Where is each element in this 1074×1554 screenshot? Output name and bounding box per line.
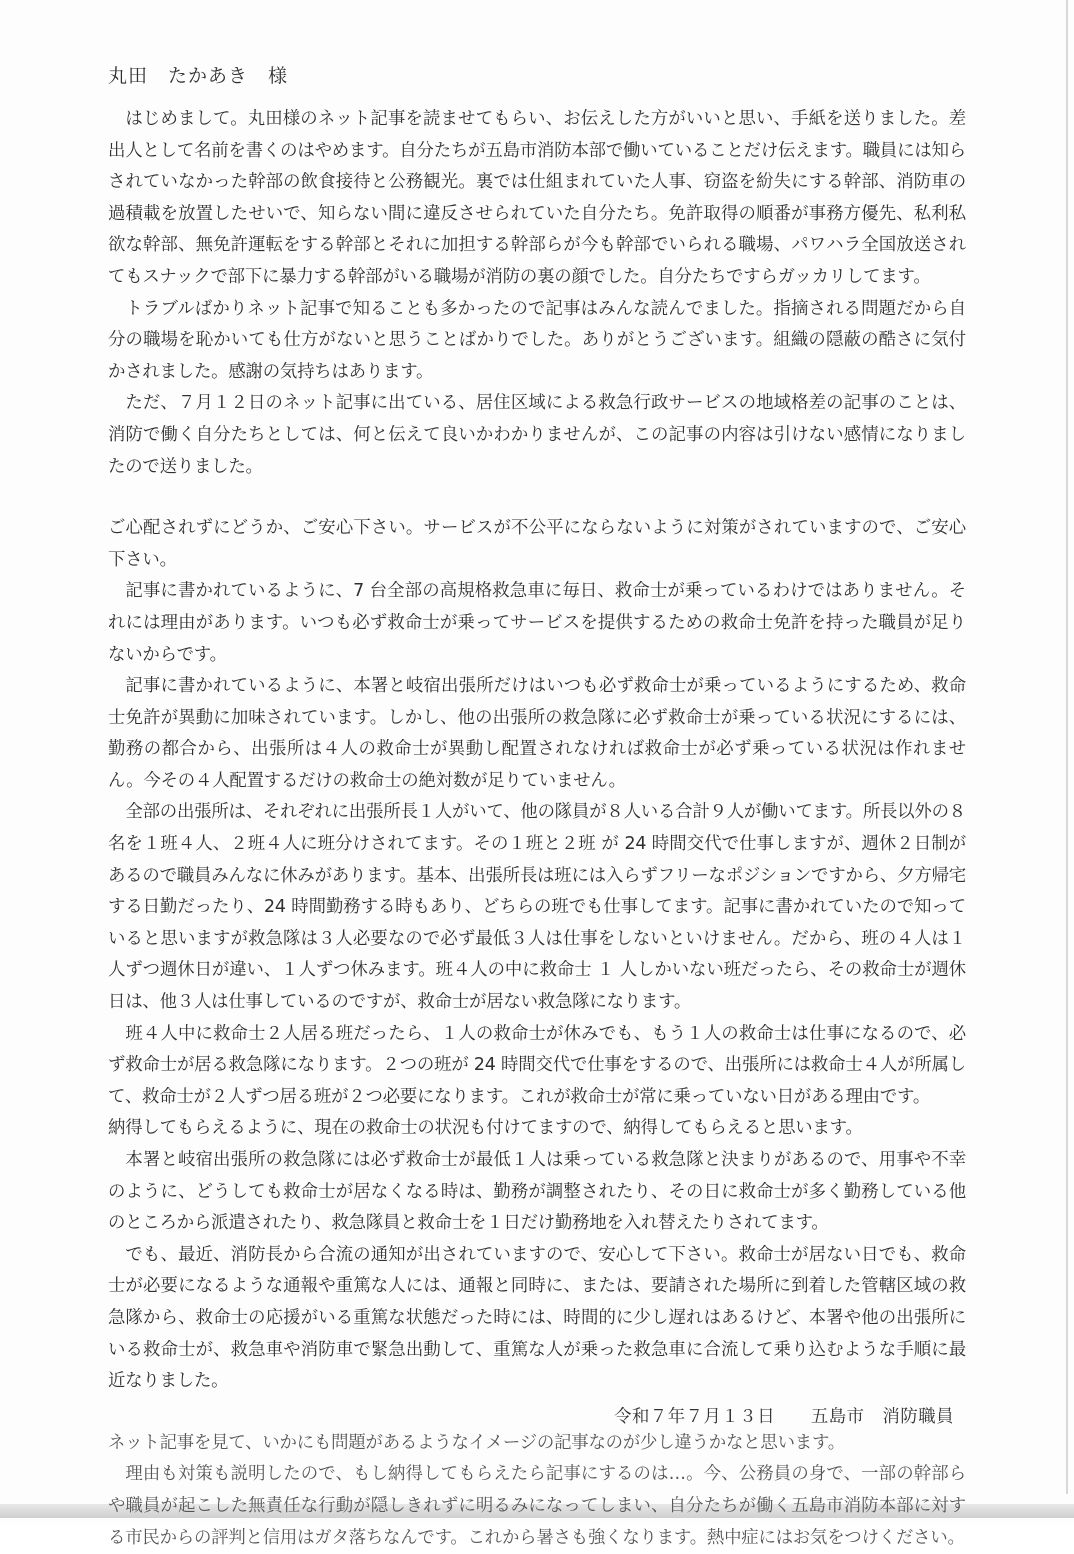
paragraph-gap bbox=[108, 483, 966, 513]
paragraph: ただ、７月１２日のネット記事に出ている、居住区域による救急行政サービスの地域格差の記事のことは、消防で働く自分たちとしては、何と伝えて良いかわかりませんが、この記事の内容は引けない感情になりましたので送りました。 bbox=[108, 393, 966, 477]
paragraph: 本署と岐宿出張所の救急隊には必ず救命士が最低１人は乗っている救急隊と決まりがあるので、用事や不幸のように、どうしても救命士が居なくなる時は、勤務が調整されたり、その日に救命士が多く勤務している他のところから派遣されたり、救急隊員と救命士を１日だけ勤務地を入れ替えたりされてます。 bbox=[108, 1150, 966, 1234]
paragraph: ネット記事を見て、いかにも問題があるようなイメージの記事なのが少し違うかなと思います。 bbox=[108, 1432, 845, 1453]
paragraph: 班４人中に救命士２人居る班だったら、１人の救命士が休みでも、もう１人の救命士は仕事になるので、必ず救命士が居る救急隊になります。２つの班が 24 時間交代で仕事をするので、出張所には救命士４人が所属して、救命士が２人ずつ居る班が２つ必要になります。これが救命士が常に乗っていない日がある理由です。 bbox=[108, 1023, 966, 1107]
salutation: 丸田 たかあき 様 bbox=[108, 65, 289, 87]
paragraph: 納得してもらえるように、現在の救命士の状況も付けてますので、納得してもらえると思います。 bbox=[108, 1118, 863, 1139]
paragraph: 記事に書かれているように、7 台全部の高規格救急車に毎日、救命士が乗っているわけではありません。それには理由があります。いつも必ず救命士が乗ってサービスを提供するための救命士免許を持った職員が足りないからです。 bbox=[108, 581, 966, 665]
paragraph: 理由も対策も説明したので、もし納得してもらえたら記事にするのは…。今、公務員の身で、一部の幹部らや職員が起こした無責任な行動が隠しきれずに明るみになってしまい、自分たちが働く五島市消防本部に対する市民からの評判と信用はガタ落ちなんです。これから暑さも強くなります。熱中症にはお気をつけください。 bbox=[108, 1464, 966, 1548]
paragraph: ご心配されずにどうか、ご安心下さい。サービスが不公平にならないように対策がされていますので、ご安心下さい。 bbox=[108, 518, 966, 570]
paragraph: でも、最近、消防長から合流の通知が出されていますので、安心して下さい。救命士が居ない日でも、救命士が必要になるような通報や重篤な人には、通報と同時に、または、要請された場所に到着した管轄区域の救急隊から、救命士の応援がいる重篤な状態だった時には、時間的に少し遅れはあるけど、本署や他の出張所にいる救命士が、救急車や消防車で緊急出動して、重篤な人が乗った救急車に合流して乗り込むような手順に最近なりました。 bbox=[108, 1244, 966, 1392]
letter-body bbox=[108, 60, 966, 1554]
paragraph: トラブルばかりネット記事で知ることも多かったので記事はみんな読んでました。指摘される問題だから自分の職場を恥かいても仕方がないと思うことばかりでした。ありがとうございます。組織の隠蔽の酷さに気付かされました。感謝の気持ちはあります。 bbox=[108, 298, 966, 382]
paragraph: 全部の出張所は、それぞれに出張所長１人がいて、他の隊員が８人いる合計９人が働いてます。所長以外の８名を１班４人、２班４人に班分けされてます。その１班と２班 が 24 時間交代で仕事しますが、週休２日制があるので職員みんなに休みがあります。基本、出張所長は班には入らずフリーなポジションですから、夕方帰宅する日勤だったり、24 時間勤務する時もあり、どちらの班でも仕事してます。記事に書かれていたので知っていると思いますが救急隊は３人必要なので必ず最低３人は仕事をしないといけません。だから、班の４人は１人ずつ週休日が違い、１人ずつ休みます。班４人の中に救命士 １ 人しかいない班だったら、その救命士が週休日は、他３人は仕事しているのですが、救命士が居ない救急隊になります。 bbox=[108, 802, 966, 1013]
paragraph: 記事に書かれているように、本署と岐宿出張所だけはいつも必ず救命士が乗っているようにするため、救命士免許が異動に加味されています。しかし、他の出張所の救急隊に必ず救命士が乗っている状況にするには、勤務の都合から、出張所は４人の救命士が異動し配置されなければ救命士が必ず乗っている状況は作れません。今その４人配置するだけの救命士の絶対数が足りていません。 bbox=[108, 676, 966, 791]
paragraph: はじめまして。丸田様のネット記事を読ませてもらい、お伝えした方がいいと思い、手紙を送りました。差出人として名前を書くのはやめます。自分たちが五島市消防本部で働いていることだけ伝えます。職員には知らされていなかった幹部の飲食接待と公務観光。裏では仕組まれていた人事、窃盗を紛失にする幹部、消防車の過積載を放置したせいで、知らない間に違反させられていた自分たち。免許取得の順番が事務方優先、私利私欲な幹部、無免許運転をする幹部とそれに加担する幹部らが今も幹部でいられる職場、パワハラ全国放送されてもスナックで部下に暴力する幹部がいる職場が消防の裏の顔でした。自分たちですらガッカリしてます。 bbox=[108, 109, 966, 287]
date-and-signature: 令和７年７月１３日 五島市 消防職員 bbox=[614, 1407, 954, 1427]
page-edge-shadow bbox=[1066, 0, 1068, 1494]
